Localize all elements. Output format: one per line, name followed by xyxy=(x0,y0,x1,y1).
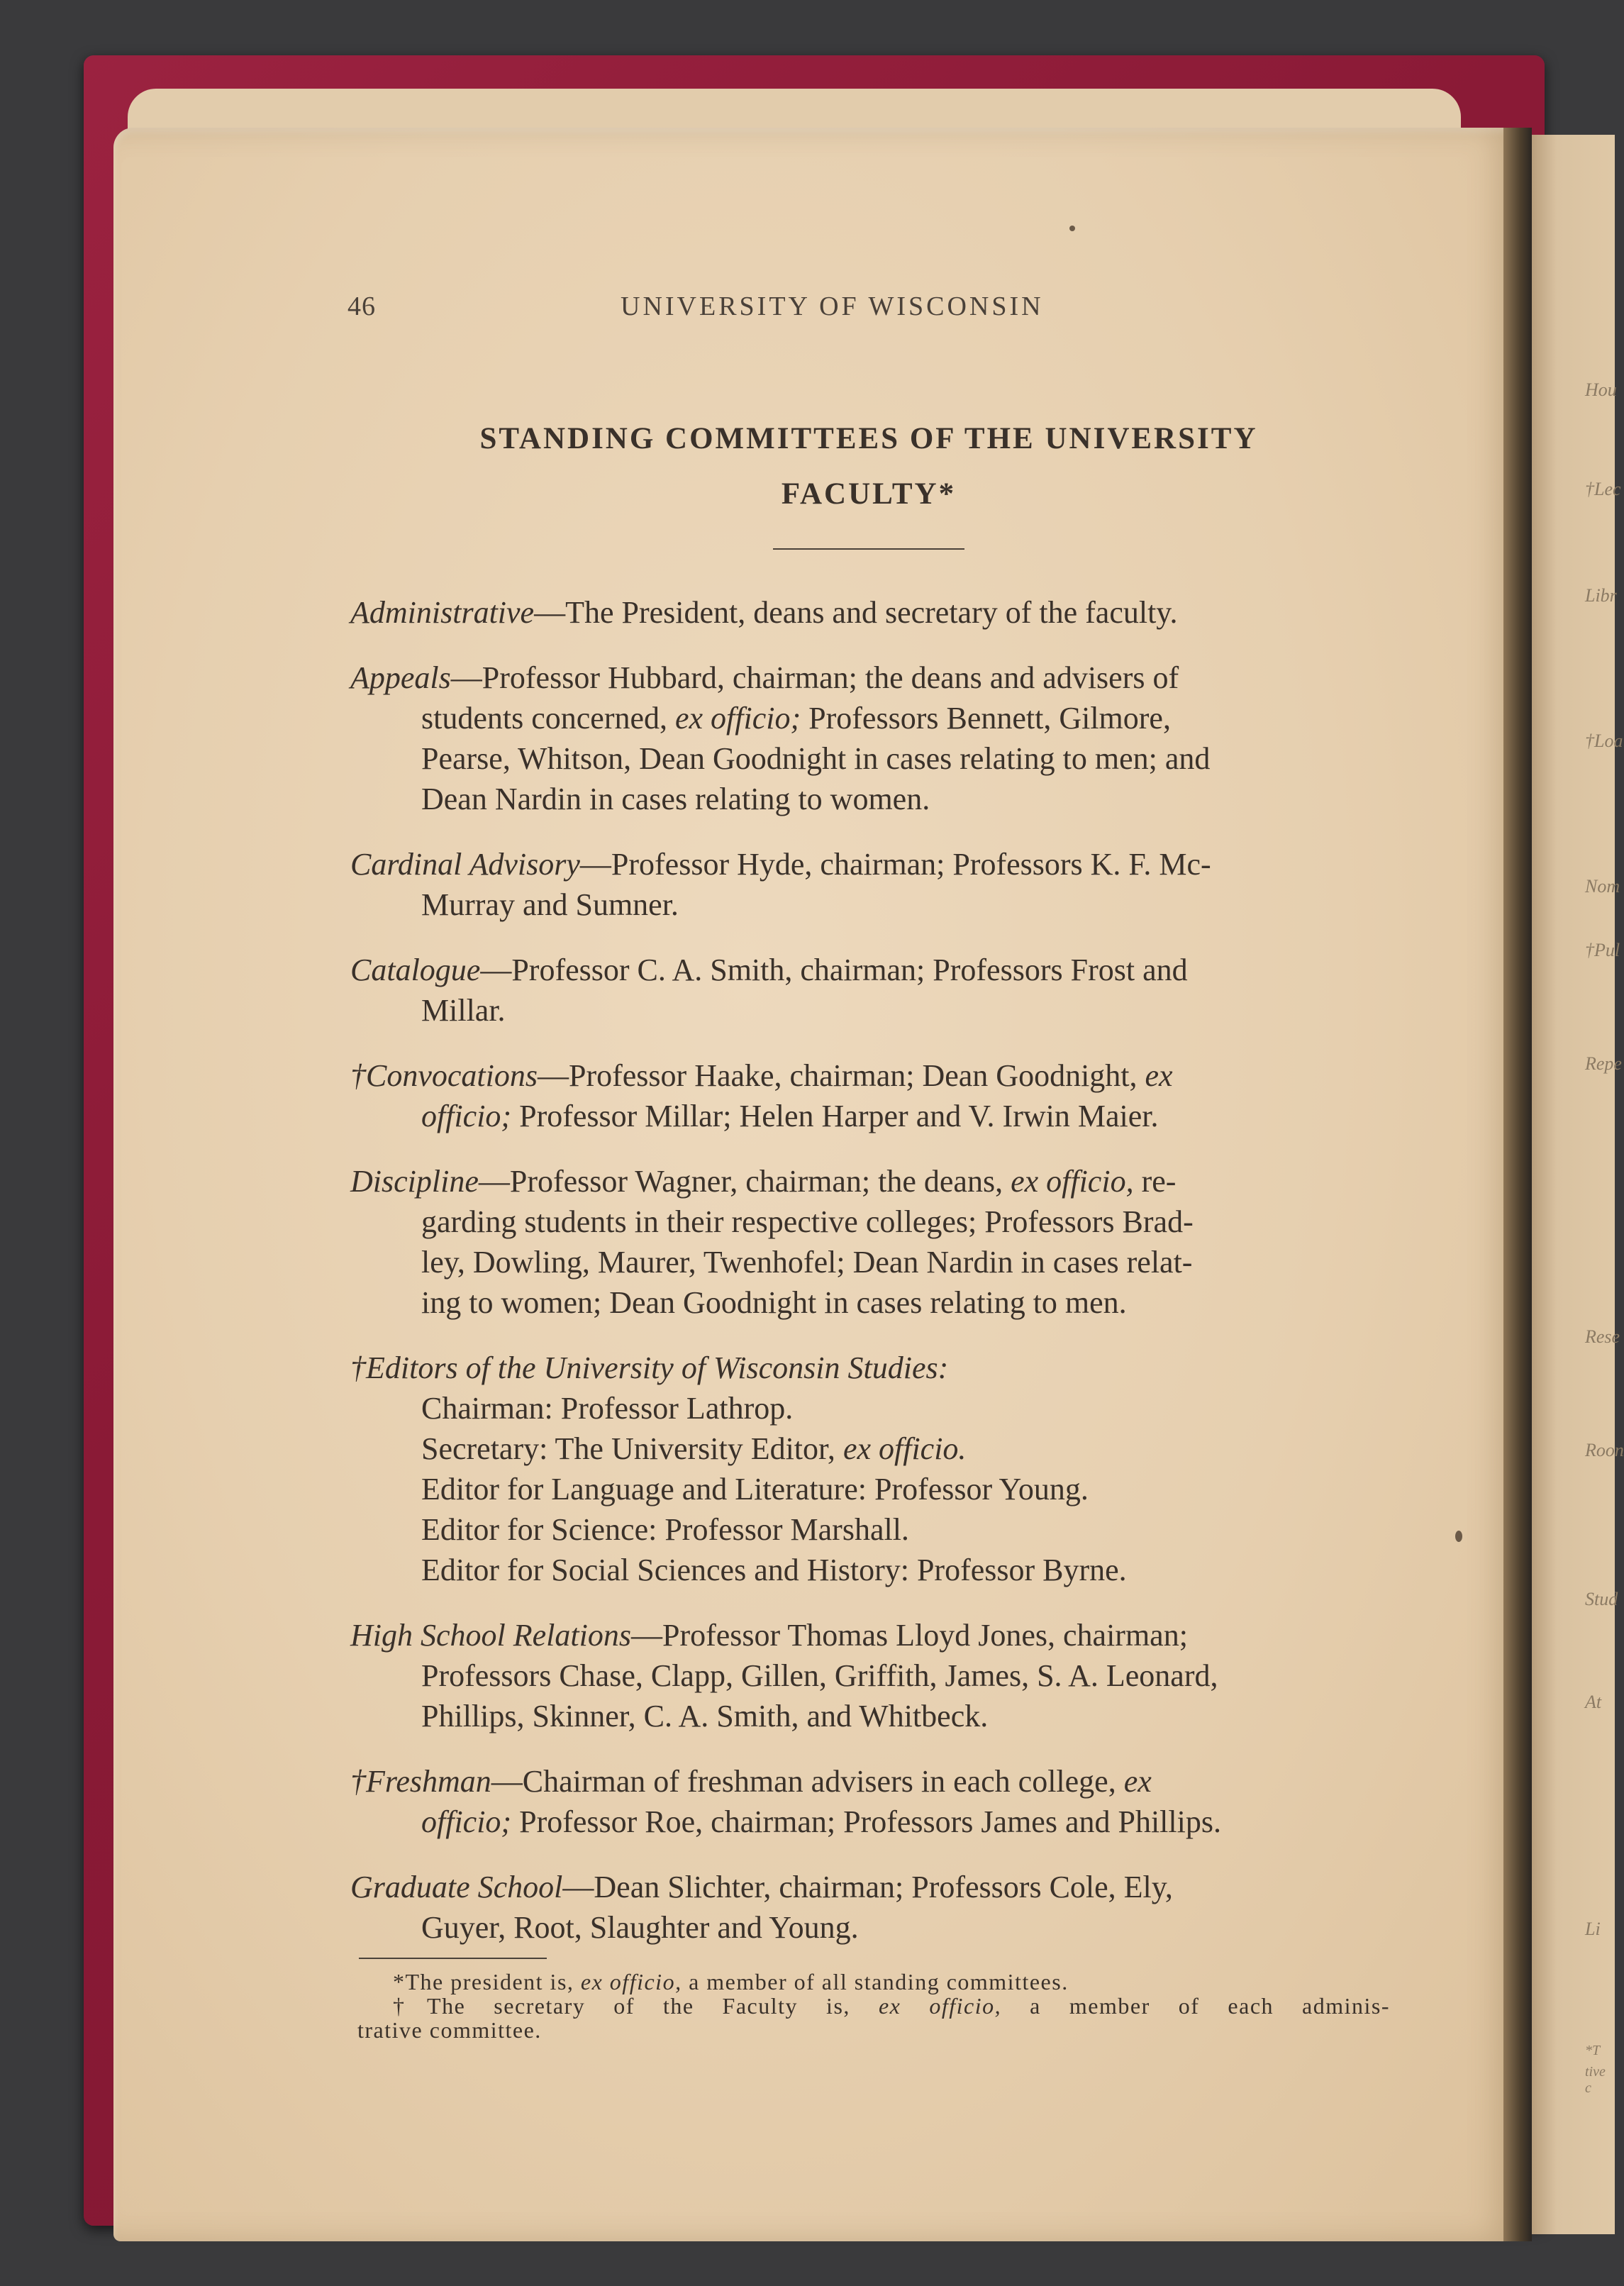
facing-page-fragment: †Lec xyxy=(1585,479,1621,499)
committee-text: ing to women; Dean Goodnight in cases relating to men. xyxy=(421,1285,1127,1320)
committee-text: students concerned, xyxy=(421,701,675,736)
committee-text: —Professor Hyde, chairman; Professors K. F. Mc- xyxy=(579,847,1211,882)
committee-name: Administrative xyxy=(350,595,535,630)
committee-name: †Freshman xyxy=(350,1764,491,1799)
facing-page-fragment: tive c xyxy=(1585,2064,1606,2096)
committee-text: garding students in their respective colleges; Professors Brad- xyxy=(421,1204,1194,1239)
committee-text: ley, Dowling, Maurer, Twenhofel; Dean Nardin in cases relat- xyxy=(421,1245,1193,1280)
title-rule xyxy=(773,548,964,550)
editor-role: Editor for Science: Professor Marshall. xyxy=(421,1512,909,1547)
facing-page-fragment: Repe xyxy=(1585,1053,1622,1074)
committee-name: Appeals xyxy=(350,660,451,695)
facing-page xyxy=(1532,135,1615,2234)
committee-catalogue xyxy=(350,950,1390,1031)
committee-text-italic: officio; xyxy=(421,1099,512,1133)
facing-page-fragment: Li xyxy=(1585,1919,1601,1939)
committee-text: Guyer, Root, Slaughter and Young. xyxy=(421,1910,859,1945)
committee-text: Phillips, Skinner, C. A. Smith, and Whitbeck. xyxy=(421,1699,989,1733)
ink-speck xyxy=(1455,1531,1462,1542)
committee-text: Professor Roe, chairman; Professors James and Phillips. xyxy=(511,1804,1221,1839)
facing-page-fragment: †Pul xyxy=(1585,940,1620,960)
footnote-text: *The president is, xyxy=(393,1969,581,1994)
committee-graduate-school xyxy=(350,1867,1390,1948)
footnote-1 xyxy=(350,1970,1390,1994)
page-number: 46 xyxy=(347,292,376,321)
facing-page-fragment: At xyxy=(1585,1692,1602,1712)
facing-page-fragment: *T xyxy=(1585,2043,1601,2058)
committee-text-italic: ex officio. xyxy=(842,1431,967,1466)
footnote-text-italic: ex officio, xyxy=(580,1969,682,1994)
editor-role: Secretary: The University Editor, xyxy=(421,1431,843,1466)
committee-text: —The President, deans and secretary of the faculty. xyxy=(534,595,1178,630)
title-line-2: FACULTY* xyxy=(781,477,957,511)
running-title: UNIVERSITY OF WISCONSIN xyxy=(621,292,1044,321)
committee-text: Millar. xyxy=(421,993,506,1028)
editor-role: Editor for Social Sciences and History: Professor Byrne. xyxy=(421,1553,1127,1587)
committee-text: —Professor Haake, chairman; Dean Goodnight, xyxy=(537,1058,1145,1093)
footnote-2-continued: trative committee. xyxy=(357,2017,542,2043)
footnote-text: †The secretary of the Faculty is, xyxy=(393,1993,879,2019)
facing-page-fragment: Hou xyxy=(1585,379,1617,400)
committee-text: —Professor Thomas Lloyd Jones, chairman; xyxy=(630,1618,1188,1653)
committee-text: Murray and Sumner. xyxy=(421,887,679,922)
facing-page-fragment: †Loa xyxy=(1585,731,1623,751)
committee-name: Catalogue xyxy=(350,953,481,987)
footnote-2 xyxy=(350,1994,1390,2018)
committee-text: Professor Millar; Helen Harper and V. Irwin Maier. xyxy=(511,1099,1159,1133)
facing-page-fragment: Rese xyxy=(1585,1326,1620,1347)
committee-text: —Chairman of freshman advisers in each college, xyxy=(491,1764,1124,1799)
committee-text: Dean Nardin in cases relating to women. xyxy=(421,782,930,816)
committee-text: —Professor Wagner, chairman; the deans, xyxy=(478,1164,1011,1199)
committee-text: Pearse, Whitson, Dean Goodnight in cases relating to men; and xyxy=(421,741,1211,776)
committee-text: —Professor Hubbard, chairman; the deans and advisers of xyxy=(450,660,1179,695)
title-line-1: STANDING COMMITTEES OF THE UNIVERSITY xyxy=(479,422,1258,455)
committee-list xyxy=(350,592,1390,1972)
committee-appeals xyxy=(350,657,1390,819)
facing-page-fragment: Roon xyxy=(1585,1440,1624,1460)
committee-convocations xyxy=(350,1055,1390,1136)
committee-text-italic: ex xyxy=(1123,1764,1152,1799)
committee-cardinal-advisory xyxy=(350,844,1390,925)
ink-speck xyxy=(1069,226,1075,231)
facing-page-fragment: Libr xyxy=(1585,585,1617,606)
committee-text-italic: ex xyxy=(1145,1058,1173,1093)
committee-name: †Convocations xyxy=(350,1058,538,1093)
committee-text-italic: ex officio; xyxy=(675,701,801,736)
committee-name: †Editors of the University of Wisconsin Studies: xyxy=(350,1350,949,1385)
footnote-text-italic: ex officio, xyxy=(878,1993,1002,2019)
committee-discipline xyxy=(350,1161,1390,1323)
committee-text: re- xyxy=(1133,1164,1177,1199)
footnote-text: a member of each adminis- xyxy=(1001,1993,1391,2019)
editor-role: Chairman: Professor Lathrop. xyxy=(421,1391,794,1426)
committee-text: —Dean Slichter, chairman; Professors Cole, Ely, xyxy=(562,1870,1173,1904)
committee-text: —Professor C. A. Smith, chairman; Professors Frost and xyxy=(480,953,1188,987)
committee-name: Cardinal Advisory xyxy=(350,847,580,882)
footnotes xyxy=(350,1954,1390,2042)
committee-high-school-relations xyxy=(350,1615,1390,1736)
running-head xyxy=(347,291,1390,326)
committee-text: Professors Chase, Clapp, Gillen, Griffith, James, S. A. Leonard, xyxy=(421,1658,1218,1693)
committee-freshman xyxy=(350,1761,1390,1842)
committee-name: High School Relations xyxy=(350,1618,631,1653)
committee-text: Professors Bennett, Gilmore, xyxy=(801,701,1171,736)
editor-role: Editor for Language and Literature: Professor Young. xyxy=(421,1472,1089,1507)
footnote-text: a member of all standing committees. xyxy=(682,1969,1069,1994)
committee-name: Graduate School xyxy=(350,1870,563,1904)
facing-page-fragment: Nom xyxy=(1585,876,1620,897)
committee-editors xyxy=(350,1348,1390,1590)
committee-text-italic: ex officio, xyxy=(1011,1164,1134,1199)
committee-text-italic: officio; xyxy=(421,1804,512,1839)
committee-name: Discipline xyxy=(350,1164,479,1199)
page-title xyxy=(347,411,1390,522)
facing-page-fragment: Stud xyxy=(1585,1589,1618,1609)
book-gutter xyxy=(1503,128,1532,2241)
committee-administrative xyxy=(350,592,1390,633)
